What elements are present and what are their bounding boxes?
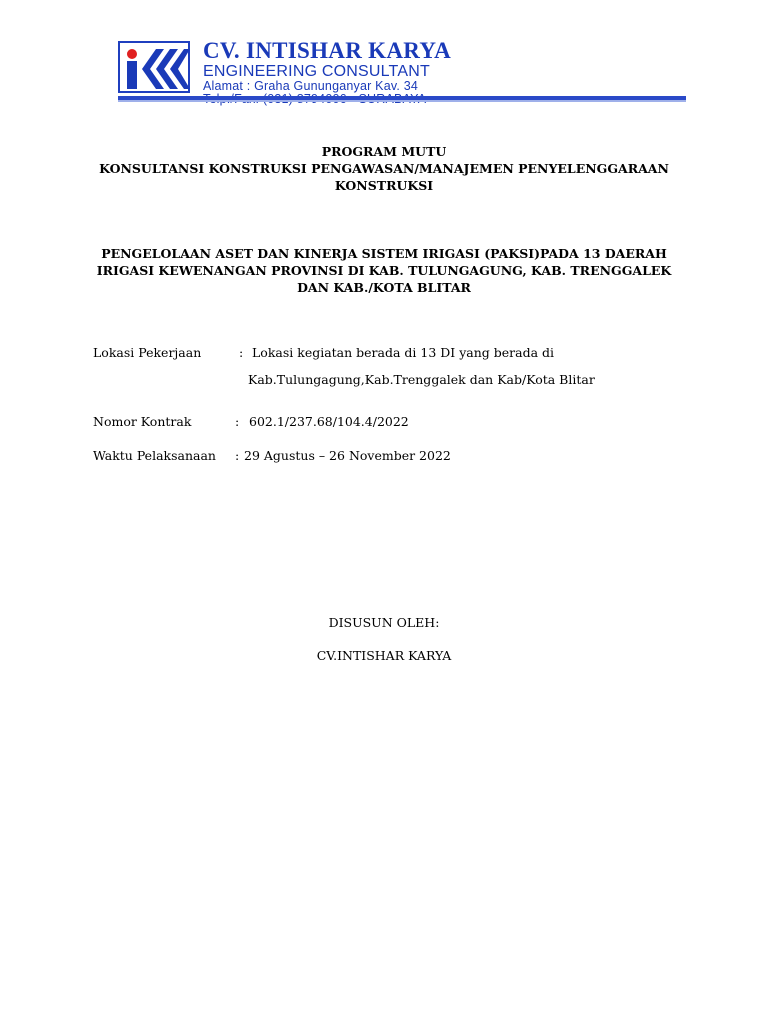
location-value-line2: Kab.Tulungagung,Kab.Trenggalek dan Kab/Kota Blitar xyxy=(248,372,595,387)
location-row-continued xyxy=(93,371,693,389)
ikk-logo-icon xyxy=(118,41,190,93)
time-colon: : xyxy=(235,448,240,463)
company-name: CV. INTISHAR KARYA xyxy=(203,38,452,63)
project-title-line1: PENGELOLAAN ASET DAN KINERJA SISTEM IRIGASI (PAKSI)PADA 13 DAERAH xyxy=(101,246,667,261)
project-details xyxy=(93,344,693,465)
contract-row xyxy=(93,413,693,431)
location-value-line1: Lokasi kegiatan berada di 13 DI yang berada di xyxy=(252,345,554,360)
program-title-line1: PROGRAM MUTU xyxy=(321,144,447,159)
ikk-logo-graphic xyxy=(120,43,192,95)
time-row xyxy=(93,447,693,465)
contract-label: Nomor Kontrak xyxy=(93,414,192,429)
company-subtitle: ENGINEERING CONSULTANT xyxy=(203,63,430,80)
location-row xyxy=(93,344,693,362)
location-colon: : xyxy=(239,345,244,360)
letterhead-divider-shadow xyxy=(118,100,686,102)
prepared-by-label: DISUSUN OLEH: xyxy=(328,615,440,630)
program-title xyxy=(60,143,708,194)
prepared-by-company: CV.INTISHAR KARYA xyxy=(316,648,452,663)
contract-value: 602.1/237.68/104.4/2022 xyxy=(249,414,409,429)
project-title xyxy=(60,245,708,296)
contract-colon: : xyxy=(235,414,240,429)
project-title-line2: IRIGASI KEWENANGAN PROVINSI DI KAB. TULUNGAGUNG, KAB. TRENGGALEK xyxy=(96,263,672,278)
company-address: Alamat : Graha Gununganyar Kav. 34 xyxy=(203,79,419,93)
time-label: Waktu Pelaksanaan xyxy=(93,448,216,463)
time-value: 29 Agustus – 26 November 2022 xyxy=(244,448,451,463)
project-title-line3: DAN KAB./KOTA BLITAR xyxy=(297,280,471,295)
program-title-line3: KONSTRUKSI xyxy=(334,178,434,193)
program-title-line2: KONSULTANSI KONSTRUKSI PENGAWASAN/MANAJEMEN PENYELENGGARAAN xyxy=(99,161,669,176)
location-label: Lokasi Pekerjaan xyxy=(93,345,202,360)
letterhead xyxy=(118,38,686,103)
